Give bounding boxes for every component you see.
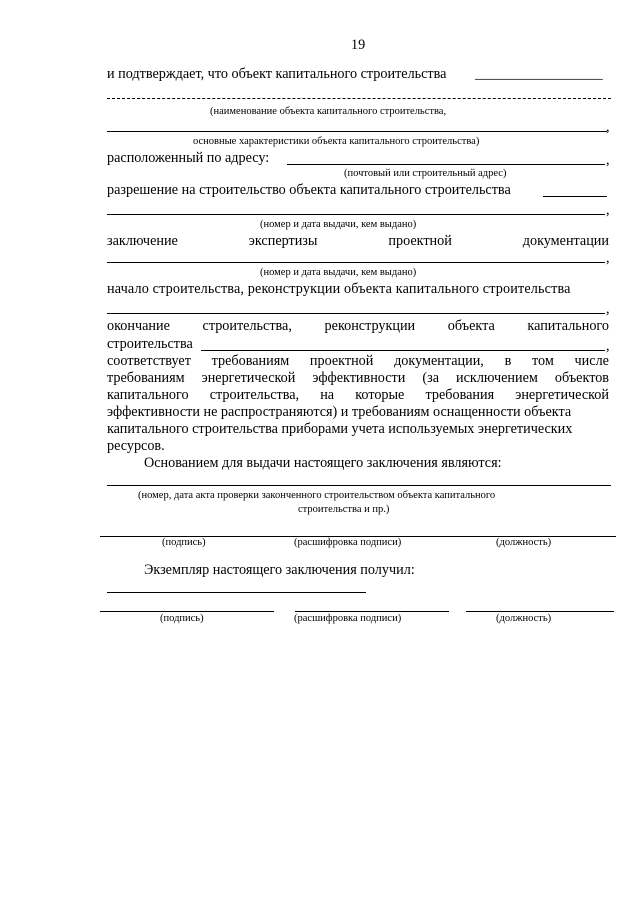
caption-position: (должность) <box>496 613 552 624</box>
start-date-line <box>107 313 605 314</box>
word: строительства, <box>202 318 292 334</box>
body-line-6: ресурсов. <box>107 438 165 454</box>
caption-basis-2: строительства и пр.) <box>298 504 390 515</box>
body-line-1: соответствует требованиям проектной документации, в том числе <box>107 353 609 369</box>
word: документации <box>522 233 609 249</box>
caption-signature: (подпись) <box>162 537 206 548</box>
basis-label: Основанием для выдачи настоящего заключения являются: <box>144 455 502 471</box>
address-label: расположенный по адресу: <box>107 150 270 166</box>
comma: , <box>606 152 610 168</box>
word: реконструкции <box>324 318 416 334</box>
caption-basis-1: (номер, дата акта проверки законченного строительством объекта капитального <box>138 490 496 501</box>
caption-position: (должность) <box>496 537 552 548</box>
object-name-blank: __________________ <box>475 66 603 82</box>
object-name-line <box>107 98 611 99</box>
signature-decode-line <box>295 611 449 612</box>
body-line-3: капитального строительства, на которые требования энергетической <box>107 387 609 403</box>
body-line-5: капитального строительства приборами учета используемых энергетических <box>107 421 573 437</box>
address-line <box>287 164 605 165</box>
word: проектной <box>388 233 452 249</box>
comma: , <box>606 338 610 354</box>
permit-label: разрешение на строительство объекта капитального строительства <box>107 182 511 198</box>
comma: , <box>606 202 610 218</box>
received-label: Экземпляр настоящего заключения получил: <box>144 562 415 578</box>
caption-permit: (номер и дата выдачи, кем выдано) <box>260 219 417 230</box>
comma: , <box>606 301 610 317</box>
word: заключение <box>107 233 178 249</box>
caption-expertise: (номер и дата выдачи, кем выдано) <box>260 267 417 278</box>
word: экспертизы <box>248 233 318 249</box>
caption-address: (почтовый или строительный адрес) <box>344 168 507 179</box>
page-number: 19 <box>351 37 366 53</box>
caption-signature-decode: (расшифровка подписи) <box>294 613 402 624</box>
basis-line <box>107 485 611 486</box>
comma: , <box>606 119 610 135</box>
body-line-4: эффективности не распространяются) и требованиям оснащенности объекта <box>107 404 572 420</box>
end-date-line <box>201 350 605 351</box>
construction-start-label: начало строительства, реконструкции объекта капитального строительства <box>107 281 571 297</box>
received-line <box>107 592 366 593</box>
construction-end-cont: строительства <box>107 336 193 352</box>
intro-line: и подтверждает, что объект капитального строительства <box>107 66 447 82</box>
word: объекта <box>447 318 495 334</box>
object-characteristics-line <box>107 131 607 132</box>
construction-end-line <box>107 318 609 335</box>
word: окончание <box>107 318 170 334</box>
expertise-blank-line <box>107 262 605 263</box>
position-line <box>466 611 614 612</box>
comma: , <box>606 250 610 266</box>
caption-object-characteristics: основные характеристики объекта капитального строительства) <box>193 136 480 147</box>
permit-blank-line <box>543 196 607 197</box>
expertise-line <box>107 233 609 250</box>
caption-signature: (подпись) <box>160 613 204 624</box>
body-line-2: требованиям энергетической эффективности (за исключением объектов <box>107 370 609 386</box>
signature-line <box>100 611 274 612</box>
caption-object-name: (наименование объекта капитального строительства, <box>210 106 447 117</box>
permit-line <box>107 214 605 215</box>
word: капитального <box>527 318 609 334</box>
caption-signature-decode: (расшифровка подписи) <box>294 537 402 548</box>
